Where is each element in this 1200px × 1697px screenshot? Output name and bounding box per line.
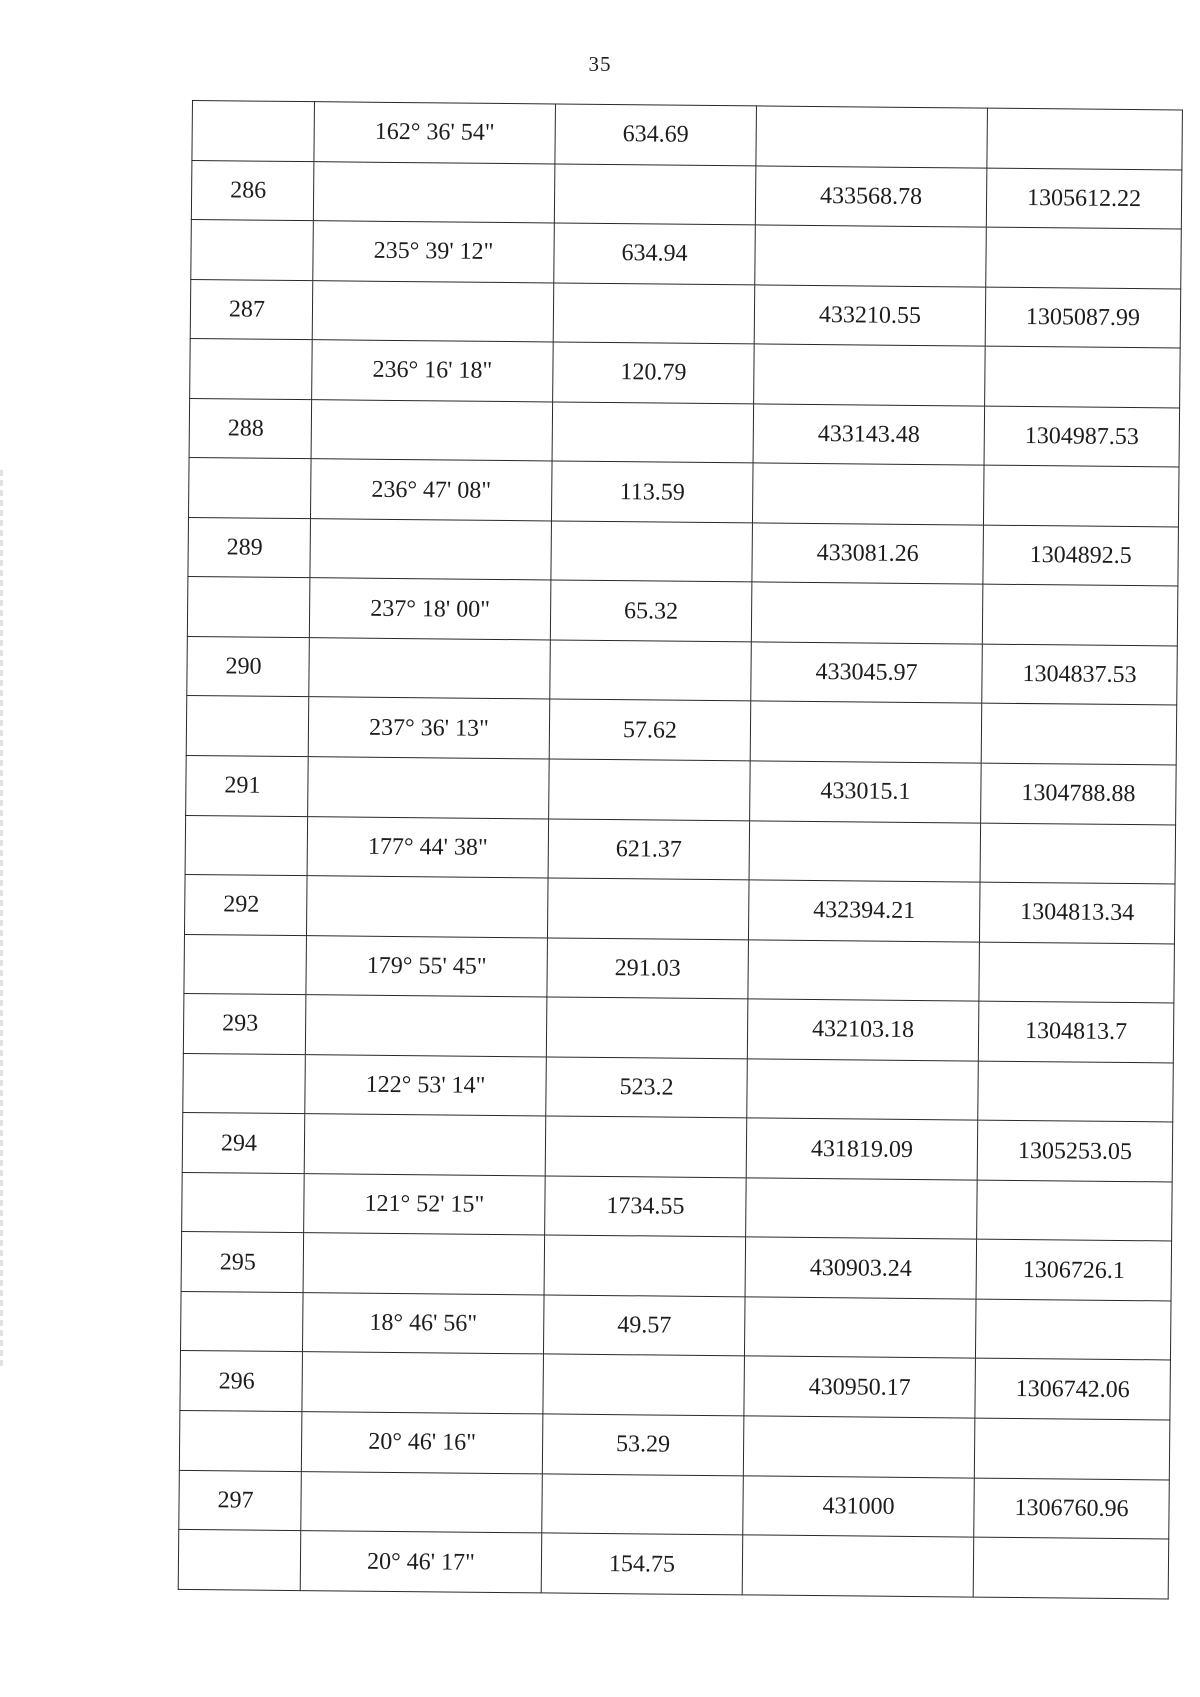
northing-cell <box>754 344 986 406</box>
station-cell: 291 <box>186 755 309 816</box>
distance-cell <box>544 1235 746 1296</box>
distance-cell <box>545 1116 747 1177</box>
distance-cell: 621.37 <box>548 819 750 880</box>
distance-cell: 57.62 <box>549 699 751 760</box>
distance-cell <box>553 283 755 344</box>
table-row <box>182 1172 1173 1241</box>
station-cell <box>182 1172 305 1233</box>
easting-cell <box>981 704 1177 765</box>
distance-cell: 65.32 <box>550 580 752 641</box>
scan-edge-artifact <box>0 470 3 1370</box>
easting-cell <box>980 823 1176 884</box>
northing-cell <box>748 940 980 1002</box>
table-row <box>190 339 1181 408</box>
bearing-cell: 121° 52' 15" <box>304 1173 546 1235</box>
bearing-cell: 236° 47' 08" <box>310 459 552 521</box>
station-cell: 294 <box>182 1113 305 1174</box>
distance-cell: 49.57 <box>543 1295 745 1356</box>
station-cell: 297 <box>179 1470 302 1531</box>
distance-cell <box>546 997 748 1058</box>
easting-cell <box>987 108 1183 169</box>
table-row <box>186 696 1177 765</box>
bearing-cell <box>305 995 547 1057</box>
northing-cell: 433015.1 <box>750 761 982 823</box>
easting-cell: 1304813.7 <box>978 1001 1174 1062</box>
easting-cell <box>986 227 1182 288</box>
bearing-cell <box>306 876 548 938</box>
easting-cell: 1305612.22 <box>986 168 1182 229</box>
distance-cell <box>542 1474 744 1535</box>
distance-cell: 154.75 <box>541 1533 743 1595</box>
station-cell <box>192 101 315 162</box>
station-cell <box>184 934 307 995</box>
table-row <box>187 577 1178 646</box>
northing-cell <box>752 463 984 525</box>
bearing-cell <box>310 518 552 580</box>
bearing-cell <box>309 638 551 700</box>
table-row <box>191 160 1182 229</box>
northing-cell: 433081.26 <box>752 523 984 585</box>
bearing-cell <box>312 280 554 342</box>
station-cell <box>185 815 308 876</box>
northing-cell <box>756 106 988 168</box>
table-row <box>179 1410 1170 1479</box>
distance-cell <box>547 878 749 939</box>
distance-cell: 523.2 <box>546 1057 748 1118</box>
station-cell: 288 <box>189 398 312 459</box>
table-row <box>188 458 1179 527</box>
station-cell <box>190 339 313 400</box>
table-row <box>190 279 1181 348</box>
northing-cell: 433568.78 <box>755 165 987 227</box>
northing-cell <box>742 1535 974 1597</box>
table-row <box>182 1113 1173 1182</box>
easting-cell: 1306760.96 <box>974 1478 1170 1539</box>
easting-cell: 1306726.1 <box>976 1239 1172 1300</box>
bearing-cell: 236° 16' 18" <box>312 340 554 402</box>
distance-cell: 1734.55 <box>545 1176 747 1237</box>
bearing-cell: 122° 53' 14" <box>305 1054 547 1116</box>
easting-cell <box>973 1537 1169 1599</box>
table-row <box>188 517 1179 586</box>
bearing-cell: 179° 55' 45" <box>306 935 548 997</box>
distance-cell <box>550 640 752 701</box>
northing-cell: 432103.18 <box>747 999 979 1061</box>
distance-cell: 113.59 <box>551 461 753 522</box>
table-row <box>180 1291 1171 1360</box>
easting-cell <box>978 1061 1174 1122</box>
table-row <box>183 1053 1174 1122</box>
bearing-cell: 237° 18' 00" <box>309 578 551 640</box>
distance-cell: 291.03 <box>547 938 749 999</box>
station-cell <box>186 696 309 757</box>
station-cell: 293 <box>183 994 306 1055</box>
station-cell <box>180 1291 303 1352</box>
northing-cell: 431000 <box>743 1475 975 1537</box>
bearing-cell <box>303 1233 545 1295</box>
northing-cell: 430950.17 <box>744 1356 976 1418</box>
bearing-cell: 20° 46' 17" <box>300 1531 542 1593</box>
easting-cell: 1304788.88 <box>981 763 1177 824</box>
survey-table <box>178 100 1183 1599</box>
distance-cell: 53.29 <box>542 1414 744 1475</box>
northing-cell: 431819.09 <box>746 1118 978 1180</box>
distance-cell <box>552 402 754 463</box>
station-cell <box>178 1530 301 1591</box>
station-cell: 290 <box>187 636 310 697</box>
station-cell: 292 <box>184 875 307 936</box>
station-cell: 296 <box>180 1351 303 1412</box>
bearing-cell <box>302 1352 544 1414</box>
table-row <box>186 755 1177 824</box>
northing-cell: 432394.21 <box>748 880 980 942</box>
distance-cell <box>554 164 756 225</box>
northing-cell <box>755 225 987 287</box>
easting-cell <box>975 1299 1171 1360</box>
northing-cell: 433143.48 <box>753 404 985 466</box>
distance-cell: 120.79 <box>553 342 755 403</box>
distance-cell <box>549 759 751 820</box>
easting-cell: 1306742.06 <box>975 1359 1171 1420</box>
table-row <box>192 101 1183 170</box>
station-cell <box>188 458 311 519</box>
northing-cell <box>751 582 983 644</box>
bearing-cell <box>308 757 550 819</box>
easting-cell: 1305087.99 <box>985 287 1181 348</box>
northing-cell <box>743 1416 975 1478</box>
northing-cell <box>747 1059 979 1121</box>
table-row <box>183 994 1174 1063</box>
bearing-cell: 235° 39' 12" <box>313 221 555 283</box>
easting-cell <box>979 942 1175 1003</box>
station-cell: 289 <box>188 517 311 578</box>
bearing-cell: 177° 44' 38" <box>307 816 549 878</box>
distance-cell <box>543 1354 745 1415</box>
northing-cell: 430903.24 <box>745 1237 977 1299</box>
table-row <box>180 1351 1171 1420</box>
table-row <box>184 875 1175 944</box>
station-cell <box>187 577 310 638</box>
table-row <box>185 815 1176 884</box>
easting-cell <box>977 1180 1173 1241</box>
bearing-cell <box>311 399 553 461</box>
distance-cell <box>551 521 753 582</box>
bearing-cell <box>304 1114 546 1176</box>
northing-cell <box>750 701 982 763</box>
table-row <box>184 934 1175 1003</box>
northing-cell: 433045.97 <box>751 642 983 704</box>
distance-cell: 634.94 <box>554 223 756 284</box>
table-row <box>179 1470 1170 1539</box>
easting-cell: 1304813.34 <box>979 882 1175 943</box>
easting-cell <box>974 1418 1170 1479</box>
station-cell: 295 <box>181 1232 304 1293</box>
table-row <box>189 398 1180 467</box>
table-row <box>181 1232 1172 1301</box>
table-body <box>178 101 1182 1599</box>
bearing-cell: 18° 46' 56" <box>302 1293 544 1355</box>
easting-cell: 1304837.53 <box>982 644 1178 705</box>
bearing-cell: 162° 36' 54" <box>314 102 556 164</box>
easting-cell: 1304987.53 <box>984 406 1180 467</box>
easting-cell: 1305253.05 <box>977 1120 1173 1181</box>
easting-cell: 1304892.5 <box>983 525 1179 586</box>
table-row <box>187 636 1178 705</box>
northing-cell <box>746 1178 978 1240</box>
bearing-cell: 237° 36' 13" <box>308 697 550 759</box>
northing-cell: 433210.55 <box>754 285 986 347</box>
northing-cell <box>744 1297 976 1359</box>
station-cell <box>179 1410 302 1471</box>
easting-cell <box>983 465 1179 526</box>
station-cell: 286 <box>191 160 314 221</box>
distance-cell: 634.69 <box>555 104 757 165</box>
table-row <box>178 1530 1169 1599</box>
page-number: 35 <box>588 52 612 76</box>
easting-cell <box>985 346 1181 407</box>
station-cell <box>191 220 314 281</box>
northing-cell <box>749 820 981 882</box>
bearing-cell: 20° 46' 16" <box>301 1412 543 1474</box>
bearing-cell <box>313 161 555 223</box>
bearing-cell <box>301 1471 543 1533</box>
station-cell <box>183 1053 306 1114</box>
station-cell: 287 <box>190 279 313 340</box>
table-row <box>191 220 1182 289</box>
easting-cell <box>982 584 1178 645</box>
